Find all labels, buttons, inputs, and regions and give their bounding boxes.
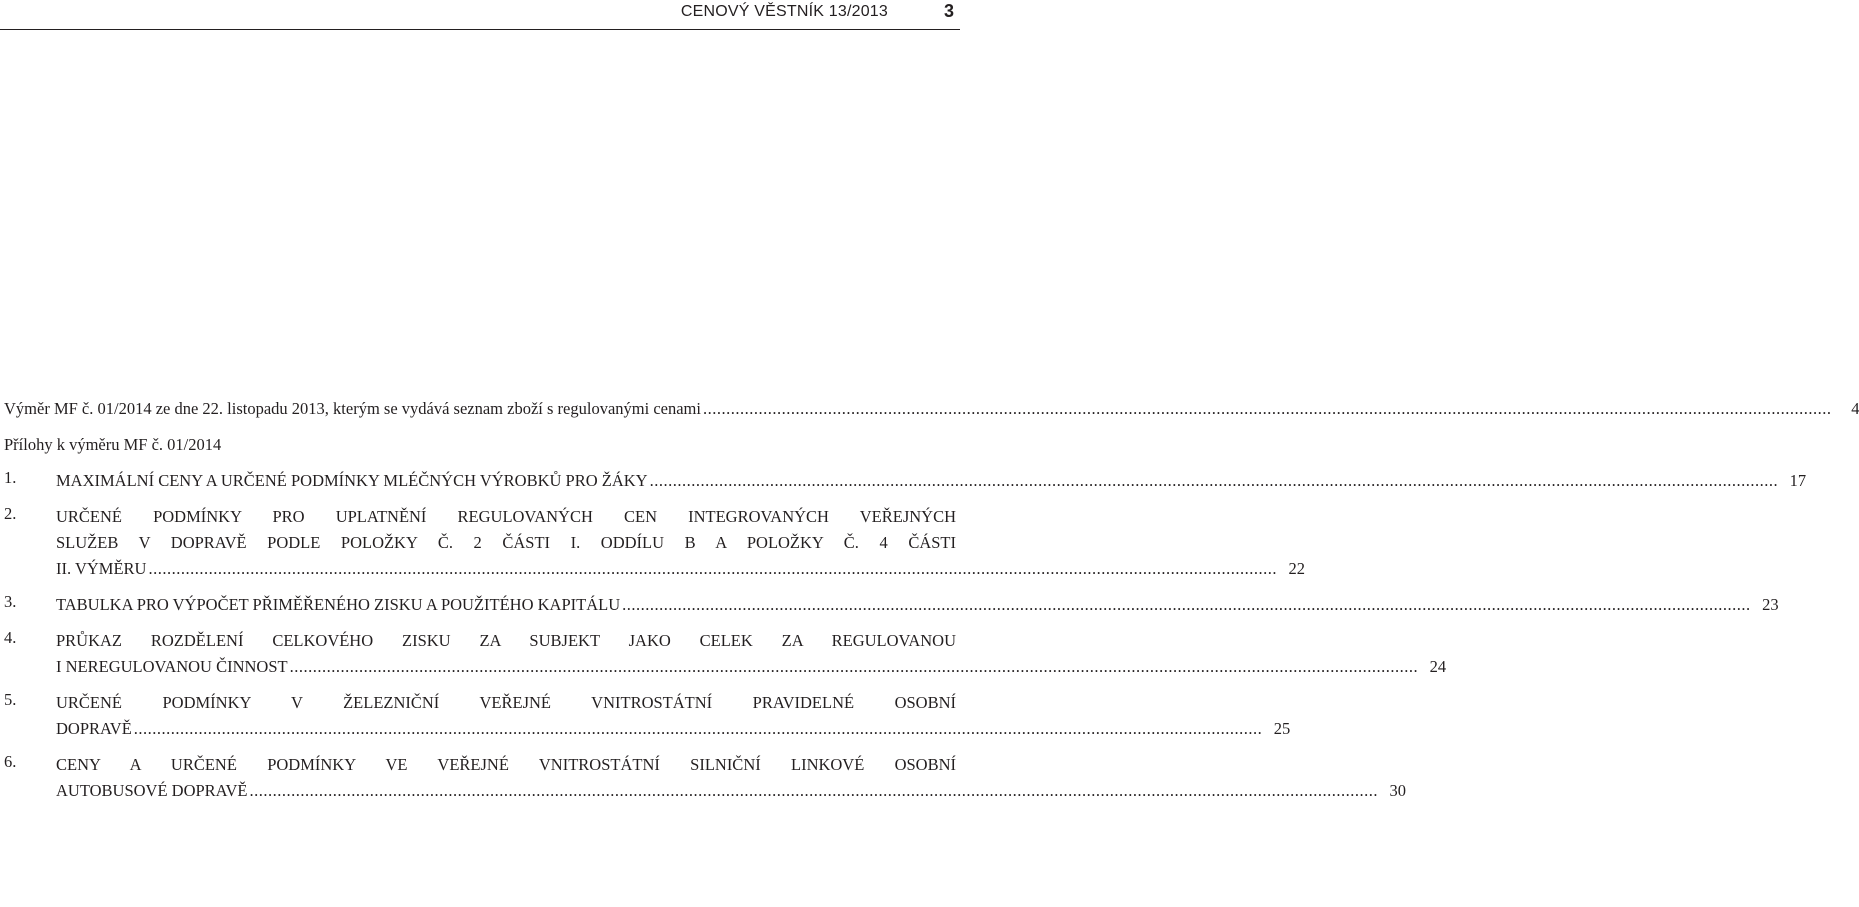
toc-entry-page: 4 bbox=[1851, 399, 1859, 418]
toc-entry-text-line: DOPRAVĚ bbox=[56, 719, 132, 738]
dot-leader bbox=[703, 396, 1832, 422]
dot-leader bbox=[148, 556, 1277, 582]
toc-entry-page: 25 bbox=[1273, 719, 1291, 738]
toc-entry-number: 2. bbox=[4, 504, 17, 523]
toc-entry-page: 23 bbox=[1762, 595, 1779, 614]
toc-entry-number: 3. bbox=[4, 592, 17, 611]
toc-entry-page: 30 bbox=[1389, 781, 1406, 800]
dot-leader bbox=[290, 654, 1419, 680]
toc-entry-page: 22 bbox=[1288, 559, 1305, 578]
toc-entry-2[interactable] bbox=[0, 504, 1305, 582]
toc-entry-number: 6. bbox=[4, 752, 17, 771]
dot-leader bbox=[134, 716, 1263, 742]
toc-entry-page: 24 bbox=[1429, 657, 1447, 676]
toc-entry-text: MAXIMÁLNÍ CENY A URČENÉ PODMÍNKY MLÉČNÝCH VÝROBKŮ PRO ŽÁKY bbox=[56, 471, 648, 490]
toc-entry-number: 1. bbox=[4, 468, 17, 487]
journal-title: CENOVÝ VĚSTNÍK 13/2013 bbox=[680, 3, 888, 20]
toc-entry-text: TABULKA PRO VÝPOČET PŘIMĚŘENÉHO ZISKU A POUŽITÉHO KAPITÁLU bbox=[56, 595, 621, 614]
toc-entry-number: 5. bbox=[4, 690, 17, 709]
header-rule bbox=[0, 29, 960, 30]
toc-entry-text-line: URČENÉ PODMÍNKY V ŽELEZNIČNÍ VEŘEJNÉ VNITROSTÁTNÍ PRAVIDELNÉ OSOBNÍ bbox=[56, 693, 956, 712]
toc-entry-text-line: URČENÉ PODMÍNKY PRO UPLATNĚNÍ REGULOVANÝCH CEN INTEGROVANÝCH VEŘEJNÝCH bbox=[56, 507, 956, 526]
toc-entry-text-line: SLUŽEB V DOPRAVĚ PODLE POLOŽKY Č. 2 ČÁSTI I. ODDÍLU B A POLOŽKY Č. 4 ČÁSTI bbox=[56, 533, 956, 552]
toc-entry-1[interactable] bbox=[0, 468, 1807, 494]
toc-entry-4[interactable] bbox=[0, 628, 1447, 680]
toc-entry-3[interactable] bbox=[0, 592, 1779, 618]
toc-entry-5[interactable] bbox=[0, 690, 1291, 742]
dot-leader bbox=[249, 778, 1378, 804]
toc-entry-text-line: AUTOBUSOVÉ DOPRAVĚ bbox=[56, 781, 248, 800]
toc-entry-intro[interactable] bbox=[0, 396, 1859, 422]
toc-entry-page: 17 bbox=[1789, 471, 1807, 490]
page-number: 3 bbox=[943, 1, 954, 21]
dot-leader bbox=[622, 592, 1751, 618]
toc-entry-number: 4. bbox=[4, 628, 17, 647]
dot-leader bbox=[650, 468, 1779, 494]
toc-entry-text: Výměr MF č. 01/2014 ze dne 22. listopadu 2013, kterým se vydává seznam zboží s regulovanými cenami bbox=[4, 399, 701, 418]
attachments-heading: Přílohy k výměru MF č. 01/2014 bbox=[4, 435, 222, 454]
page-header bbox=[0, 0, 960, 30]
toc-entry-6[interactable] bbox=[0, 752, 1406, 804]
toc-entry-text-line: I NEREGULOVANOU ČINNOST bbox=[56, 657, 288, 676]
toc-entry-text-line: II. VÝMĚRU bbox=[56, 559, 147, 578]
toc-entry-text-line: PRŮKAZ ROZDĚLENÍ CELKOVÉHO ZISKU ZA SUBJEKT JAKO CELEK ZA REGULOVANOU bbox=[56, 631, 956, 650]
table-of-contents bbox=[0, 396, 1859, 804]
toc-entry-text-line: CENY A URČENÉ PODMÍNKY VE VEŘEJNÉ VNITROSTÁTNÍ SILNIČNÍ LINKOVÉ OSOBNÍ bbox=[56, 755, 956, 774]
